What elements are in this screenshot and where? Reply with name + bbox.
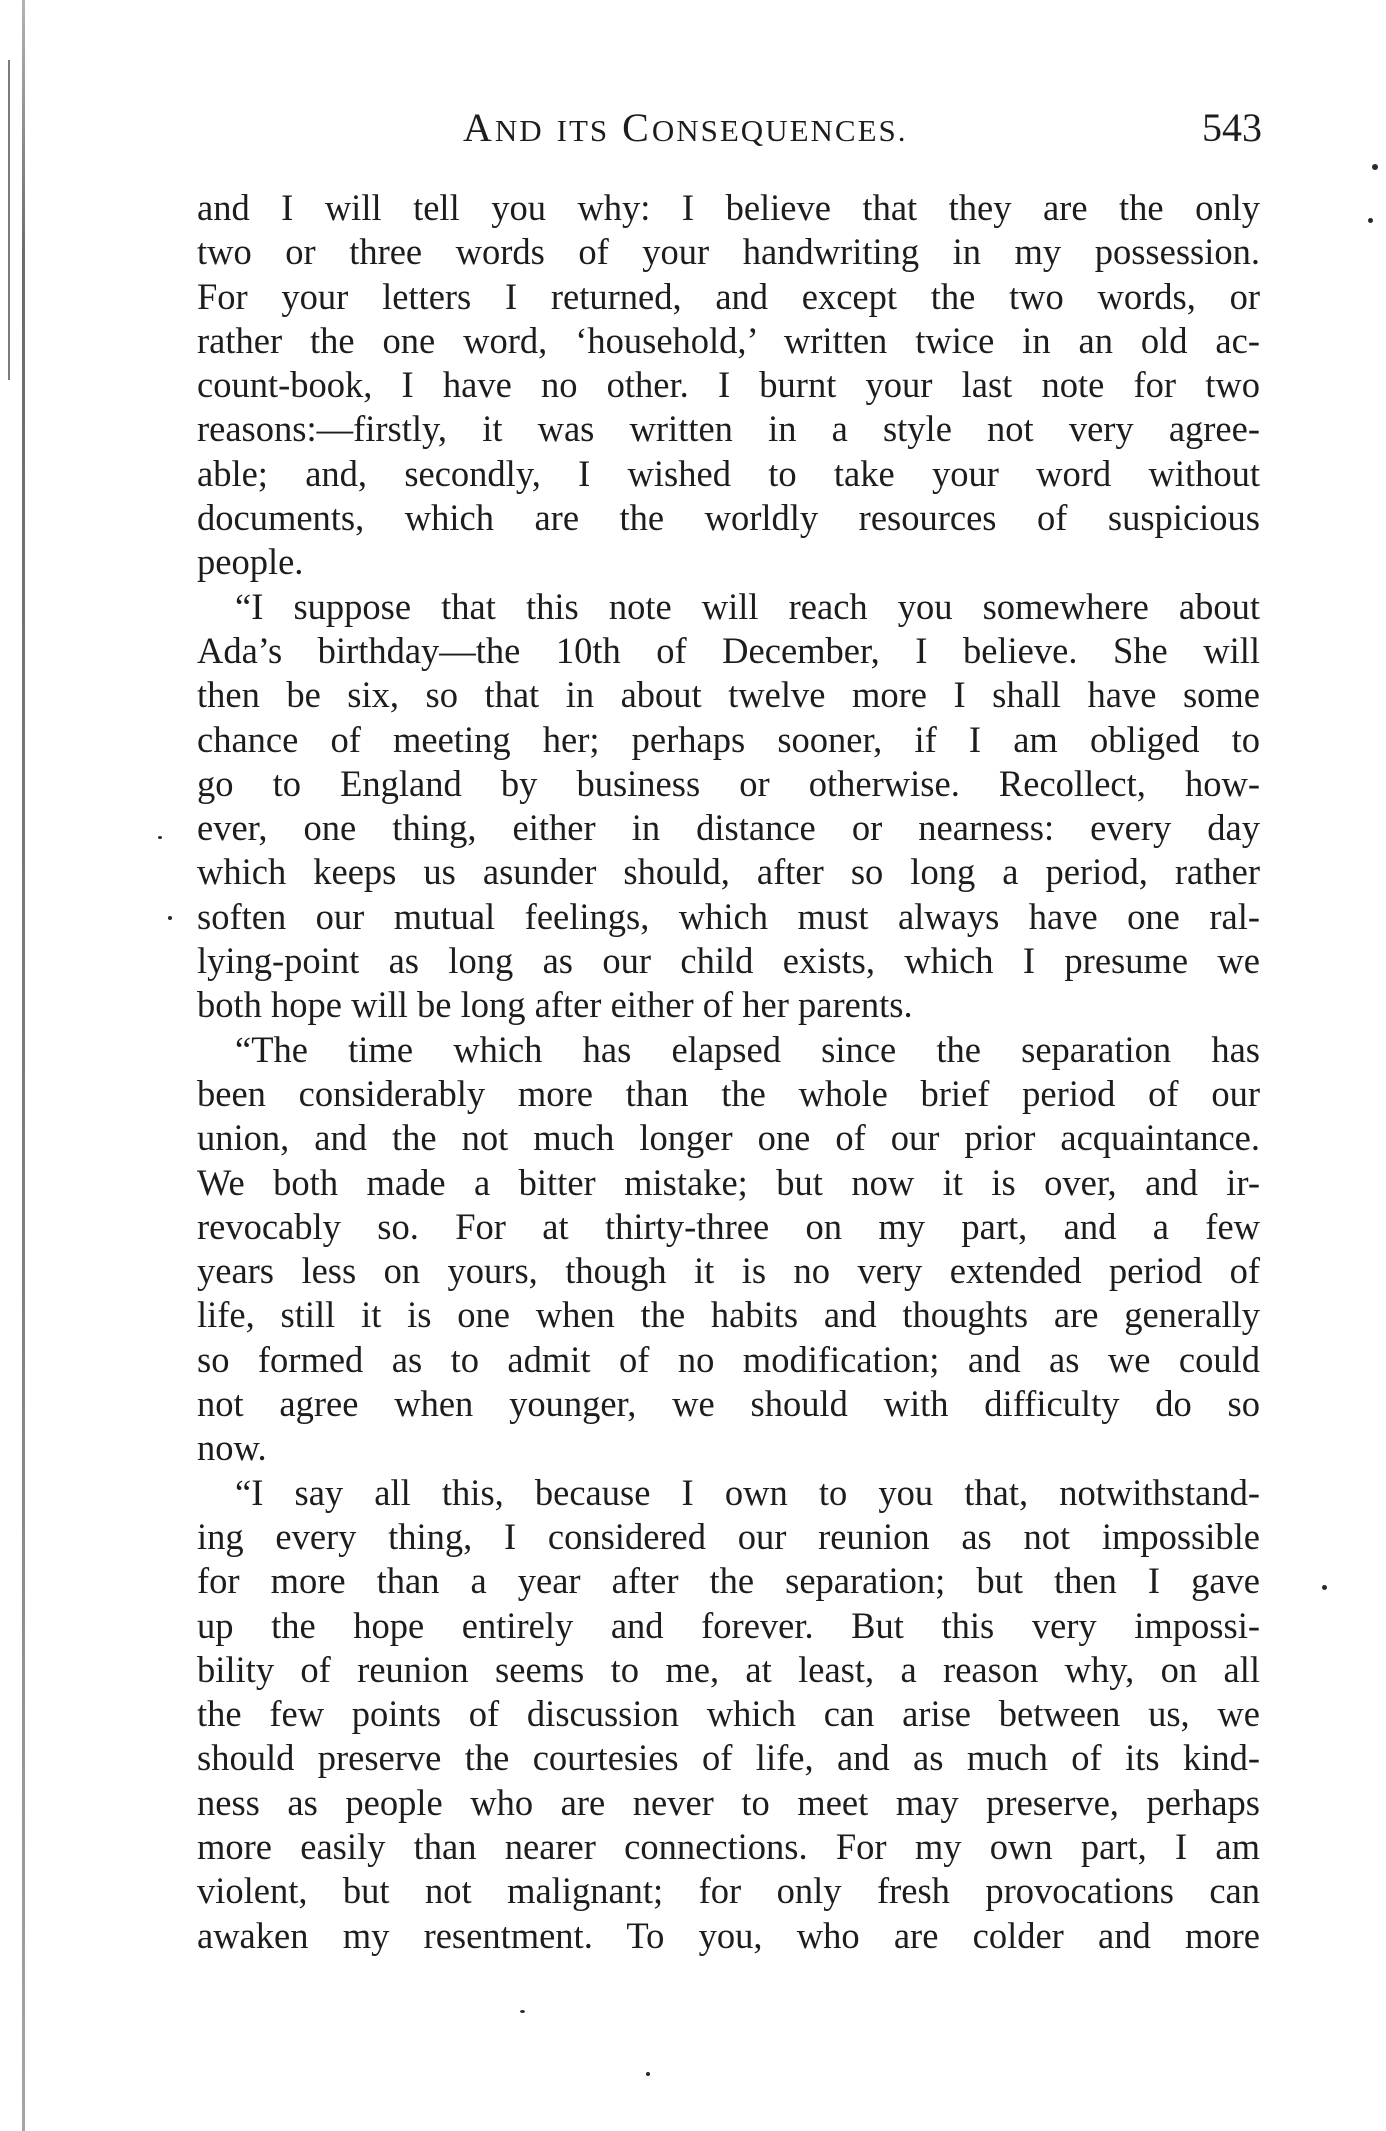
text-line: chance of meeting her; perhaps sooner, if I am obliged to bbox=[197, 718, 1260, 760]
page-edge-mark bbox=[8, 60, 10, 380]
print-speck bbox=[168, 916, 172, 920]
text-line: people. bbox=[197, 541, 304, 583]
running-head-part: ONSEQUENCES. bbox=[651, 113, 908, 148]
text-line: ness as people who are never to meet may preserve, perhaps bbox=[197, 1781, 1260, 1823]
text-line: years less on yours, though it is no very extended period of bbox=[197, 1250, 1260, 1292]
text-line: For your letters I returned, and except the two words, or bbox=[197, 275, 1260, 317]
text-line: and I will tell you why: I believe that they are the only bbox=[197, 187, 1260, 228]
text-line: ing every thing, I considered our reunion as not impossible bbox=[197, 1515, 1260, 1557]
text-line: “I suppose that this note will reach you somewhere about bbox=[235, 585, 1260, 627]
text-line: both hope will be long after either of her parents. bbox=[197, 984, 913, 1026]
print-speck bbox=[520, 2010, 525, 2013]
paragraph bbox=[197, 585, 1260, 1028]
running-head-initial: C bbox=[622, 105, 652, 150]
print-speck bbox=[646, 2072, 650, 2076]
body-text bbox=[197, 186, 1260, 1958]
text-line: been considerably more than the whole brief period of our bbox=[197, 1072, 1260, 1114]
text-line: which keeps us asunder should, after so long a period, rather bbox=[197, 851, 1260, 893]
text-line: not agree when younger, we should with difficulty do so bbox=[197, 1383, 1260, 1425]
text-line: Ada’s birthday—the 10th of December, I believe. She will bbox=[197, 629, 1260, 671]
text-line: life, still it is one when the habits and thoughts are generally bbox=[197, 1294, 1260, 1336]
running-head-title bbox=[463, 104, 908, 151]
text-line: then be six, so that in about twelve more I shall have some bbox=[197, 674, 1260, 716]
paragraph bbox=[197, 186, 1260, 585]
print-speck bbox=[158, 836, 162, 839]
text-line: “I say all this, because I own to you that, notwithstand- bbox=[235, 1471, 1260, 1513]
running-head-initial: A bbox=[463, 105, 495, 150]
text-line: bility of reunion seems to me, at least, a reason why, on all bbox=[197, 1648, 1260, 1690]
text-line: so formed as to admit of no modification; and as we could bbox=[197, 1338, 1260, 1380]
text-line: violent, but not malignant; for only fresh provocations can bbox=[197, 1870, 1260, 1912]
text-line: lying-point as long as our child exists, which I presume we bbox=[197, 940, 1260, 982]
text-line: for more than a year after the separation; but then I gave bbox=[197, 1560, 1260, 1602]
text-line: awaken my resentment. To you, who are colder and more bbox=[197, 1914, 1260, 1956]
text-line: revocably so. For at thirty-three on my part, and a few bbox=[197, 1205, 1260, 1247]
text-line: We both made a bitter mistake; but now it is over, and ir- bbox=[197, 1161, 1260, 1203]
page-gutter-shadow bbox=[22, 0, 25, 2131]
running-head-part: ND bbox=[494, 113, 544, 148]
text-line: two or three words of your handwriting in my possession. bbox=[197, 231, 1260, 273]
paragraph bbox=[197, 1471, 1260, 1958]
paragraph bbox=[197, 1028, 1260, 1471]
text-line: able; and, secondly, I wished to take your word without bbox=[197, 452, 1260, 494]
text-line: go to England by business or otherwise. Recollect, how- bbox=[197, 762, 1260, 804]
text-line: “The time which has elapsed since the separation has bbox=[235, 1028, 1260, 1070]
print-speck bbox=[1368, 218, 1373, 223]
text-line: rather the one word, ‘household,’ written twice in an old ac- bbox=[197, 319, 1260, 361]
print-speck bbox=[1322, 1585, 1327, 1590]
text-line: ever, one thing, either in distance or nearness: every day bbox=[197, 807, 1260, 849]
print-speck bbox=[1372, 164, 1378, 170]
text-line: documents, which are the worldly resources of suspicious bbox=[197, 497, 1260, 539]
text-line: reasons:—firstly, it was written in a style not very agree- bbox=[197, 408, 1260, 450]
running-head-part: ITS bbox=[556, 113, 610, 148]
running-header bbox=[200, 104, 1262, 154]
text-line: count-book, I have no other. I burnt your last note for two bbox=[197, 364, 1260, 406]
text-line: soften our mutual feelings, which must always have one ral- bbox=[197, 895, 1260, 937]
text-line: the few points of discussion which can arise between us, we bbox=[197, 1693, 1260, 1735]
text-line: up the hope entirely and forever. But this very impossi- bbox=[197, 1604, 1260, 1646]
text-line: more easily than nearer connections. For my own part, I am bbox=[197, 1825, 1260, 1867]
text-line: should preserve the courtesies of life, and as much of its kind- bbox=[197, 1737, 1260, 1779]
page-number: 543 bbox=[1202, 105, 1262, 150]
text-line: union, and the not much longer one of our prior acquaintance. bbox=[197, 1117, 1260, 1159]
text-line: now. bbox=[197, 1427, 267, 1469]
